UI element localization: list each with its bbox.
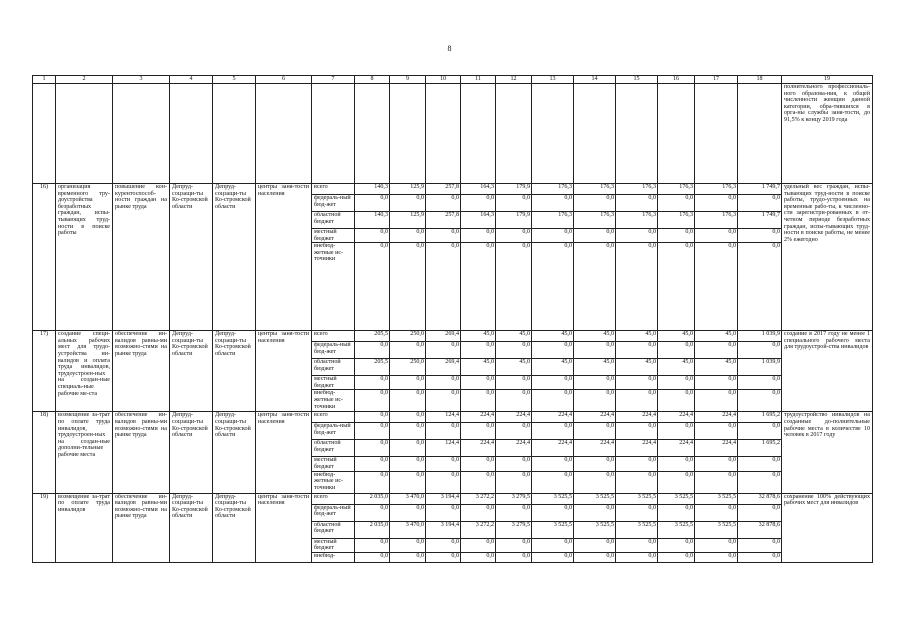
row-number: 16) <box>33 184 56 331</box>
funding-value: 0,0 <box>574 552 616 562</box>
funding-value: 1 695,2 <box>738 440 782 457</box>
funding-value: 0,0 <box>426 457 461 471</box>
funding-value: 140,3 <box>355 212 390 229</box>
activity-goal: обеспечение ин-валидов равны-ми возможно-стями на рынке труда <box>113 331 170 412</box>
funding-value: 0,0 <box>658 552 695 562</box>
funding-value: 0,0 <box>390 243 426 331</box>
funding-value: 0,0 <box>695 552 738 562</box>
funding-value: 0,0 <box>574 423 616 440</box>
funding-value: 0,0 <box>738 376 782 390</box>
funding-value: 0,0 <box>695 195 738 212</box>
funding-value: 0,0 <box>738 229 782 243</box>
funding-value: 0,0 <box>738 342 782 359</box>
responsible-executor: Депруд-соцзащи-ты Ко-стромской области <box>170 184 213 331</box>
funding-value: 32 878,6 <box>738 521 782 538</box>
funding-value: 224,4 <box>658 440 695 457</box>
funding-value: 0,0 <box>695 423 738 440</box>
participants: центры заня-тости населения <box>256 493 312 562</box>
funding-value: 0,0 <box>574 538 616 552</box>
funding-value: 0,0 <box>574 457 616 471</box>
funding-value: 0,0 <box>426 538 461 552</box>
funding-value: 0,0 <box>695 229 738 243</box>
column-number-5: 5 <box>213 76 256 84</box>
funding-value: 3 279,5 <box>496 521 532 538</box>
funding-source: областной бюджет <box>312 359 355 376</box>
activity-name: создание специ-альных рабочих мест для трудо-устройства ин-валидов и оплата труда инвалидов, трудоустроен-ных на создан-ные специаль-ные рабочие ме-ста <box>56 331 113 412</box>
funding-value: 0,0 <box>355 504 390 521</box>
funding-value: 2 035,0 <box>355 493 390 504</box>
funding-value: 176,3 <box>616 212 658 229</box>
funding-value: 125,9 <box>390 212 426 229</box>
funding-value: 3 470,0 <box>390 493 426 504</box>
funding-value: 176,3 <box>574 184 616 195</box>
funding-value: 0,0 <box>616 376 658 390</box>
funding-value: 0,0 <box>738 471 782 493</box>
funding-value: 0,0 <box>658 376 695 390</box>
funding-value: 0,0 <box>616 504 658 521</box>
funding-value: 0,0 <box>355 552 390 562</box>
funding-value: 0,0 <box>695 471 738 493</box>
funding-value: 0,0 <box>390 538 426 552</box>
funding-value: 0,0 <box>616 471 658 493</box>
funding-source: всего <box>312 412 355 423</box>
funding-value: 0,0 <box>695 376 738 390</box>
funding-value: 0,0 <box>616 342 658 359</box>
column-number-1: 1 <box>33 76 56 84</box>
funding-value: 0,0 <box>658 342 695 359</box>
target-indicator: создание в 2017 году не менее 1 специального рабочего места для трудоустрой-ства инвалидов <box>782 331 873 412</box>
funding-value: 45,0 <box>695 331 738 342</box>
funding-value: 205,5 <box>355 331 390 342</box>
funding-value: 0,0 <box>496 471 532 493</box>
funding-value: 3 525,5 <box>658 521 695 538</box>
funding-value: 0,0 <box>355 471 390 493</box>
funding-value: 0,0 <box>532 471 574 493</box>
funding-value: 0,0 <box>461 195 496 212</box>
funding-value: 0,0 <box>461 390 496 412</box>
funding-value: 0,0 <box>532 243 574 331</box>
funding-value: 0,0 <box>390 423 426 440</box>
responsible-executor: Депруд-соцзащи-ты Ко-стромской области <box>170 493 213 562</box>
funding-value: 1 749,7 <box>738 184 782 195</box>
funding-value: 250,0 <box>390 331 426 342</box>
funding-source: всего <box>312 493 355 504</box>
funding-value: 0,0 <box>616 195 658 212</box>
funding-value: 224,4 <box>532 440 574 457</box>
funding-value: 0,0 <box>738 195 782 212</box>
funding-value: 3 525,5 <box>695 521 738 538</box>
funding-value: 0,0 <box>496 243 532 331</box>
funding-value: 124,4 <box>426 440 461 457</box>
funding-value: 0,0 <box>496 195 532 212</box>
funding-value: 0,0 <box>461 243 496 331</box>
funding-value: 125,9 <box>390 184 426 195</box>
funding-value: 1 749,7 <box>738 212 782 229</box>
funding-source: местный бюджет <box>312 229 355 243</box>
responsible-executor: Депруд-соцзащи-ты Ко-стромской области <box>170 412 213 493</box>
funding-value: 0,0 <box>695 243 738 331</box>
funding-value: 0,0 <box>390 342 426 359</box>
funding-value: 3 525,5 <box>574 521 616 538</box>
funding-value: 0,0 <box>496 538 532 552</box>
funding-value: 0,0 <box>658 229 695 243</box>
funding-value: 0,0 <box>390 229 426 243</box>
funding-source: внебюд-жетные ис-точники <box>312 243 355 331</box>
funding-value: 45,0 <box>658 331 695 342</box>
target-indicator: трудоустройство инвалидов на созданные до-полнительные рабочие места в количестве 10 человек в 2017 году <box>782 412 873 493</box>
funding-value: 124,4 <box>426 412 461 423</box>
funding-value: 0,0 <box>426 423 461 440</box>
funding-value: 0,0 <box>532 195 574 212</box>
funding-value: 0,0 <box>574 376 616 390</box>
funding-source: внебюд-жетные ис-точники <box>312 471 355 493</box>
funding-value: 3 525,5 <box>658 493 695 504</box>
funding-value: 0,0 <box>738 538 782 552</box>
funding-source: местный бюджет <box>312 457 355 471</box>
funding-value: 0,0 <box>532 229 574 243</box>
funding-value: 0,0 <box>658 471 695 493</box>
funding-value: 0,0 <box>355 342 390 359</box>
funding-value: 32 878,6 <box>738 493 782 504</box>
funding-value: 0,0 <box>532 504 574 521</box>
funding-value: 224,4 <box>461 412 496 423</box>
funding-value: 3 525,5 <box>532 521 574 538</box>
funding-value: 176,3 <box>658 212 695 229</box>
funding-value: 0,0 <box>426 376 461 390</box>
page-number: 8 <box>447 44 452 53</box>
funding-value: 0,0 <box>616 538 658 552</box>
funding-value: 0,0 <box>532 423 574 440</box>
funding-value: 0,0 <box>355 538 390 552</box>
funding-value: 0,0 <box>461 423 496 440</box>
funding-value: 0,0 <box>658 504 695 521</box>
funding-value: 3 525,5 <box>574 493 616 504</box>
funding-source: всего <box>312 184 355 195</box>
column-number-7: 7 <box>312 76 355 84</box>
funding-value: 0,0 <box>461 342 496 359</box>
funding-value: 140,3 <box>355 184 390 195</box>
funding-value: 0,0 <box>496 376 532 390</box>
funding-value: 0,0 <box>738 423 782 440</box>
funding-source: всего <box>312 331 355 342</box>
funding-value: 164,3 <box>461 212 496 229</box>
funding-value: 0,0 <box>658 195 695 212</box>
column-number-14: 14 <box>574 76 616 84</box>
funding-value: 0,0 <box>695 390 738 412</box>
funding-value: 0,0 <box>390 471 426 493</box>
funding-value: 0,0 <box>616 552 658 562</box>
funding-value: 0,0 <box>426 243 461 331</box>
funding-value: 0,0 <box>461 471 496 493</box>
table-row <box>33 493 873 504</box>
funding-value: 0,0 <box>658 423 695 440</box>
funding-value: 0,0 <box>658 243 695 331</box>
funding-value: 176,3 <box>658 184 695 195</box>
funding-value: 1 039,9 <box>738 359 782 376</box>
funding-value: 176,3 <box>532 212 574 229</box>
funding-value: 0,0 <box>426 471 461 493</box>
funding-value: 0,0 <box>426 504 461 521</box>
funding-value: 45,0 <box>695 359 738 376</box>
funding-value: 0,0 <box>574 342 616 359</box>
funding-value: 0,0 <box>616 229 658 243</box>
funding-value: 0,0 <box>496 504 532 521</box>
column-number-4: 4 <box>170 76 213 84</box>
column-number-18: 18 <box>738 76 782 84</box>
funding-value: 0,0 <box>461 538 496 552</box>
funding-value: 0,0 <box>532 342 574 359</box>
funding-value: 257,8 <box>426 184 461 195</box>
co-executor: Депруд-соцзащи-ты Ко-стромской области <box>213 493 256 562</box>
column-number-9: 9 <box>390 76 426 84</box>
co-executor: Депруд-соцзащи-ты Ко-стромской области <box>213 331 256 412</box>
funding-value: 0,0 <box>496 423 532 440</box>
funding-value: 176,3 <box>695 212 738 229</box>
row-number: 18) <box>33 412 56 493</box>
funding-value: 45,0 <box>496 331 532 342</box>
funding-value: 45,0 <box>532 331 574 342</box>
funding-value: 0,0 <box>355 390 390 412</box>
funding-value: 0,0 <box>738 390 782 412</box>
funding-value: 0,0 <box>496 552 532 562</box>
funding-value: 0,0 <box>738 457 782 471</box>
funding-source: местный бюджет <box>312 376 355 390</box>
funding-value: 0,0 <box>461 552 496 562</box>
column-number-15: 15 <box>616 76 658 84</box>
funding-value: 0,0 <box>426 342 461 359</box>
funding-value: 224,4 <box>616 412 658 423</box>
funding-value: 45,0 <box>496 359 532 376</box>
funding-value: 0,0 <box>738 504 782 521</box>
participants: центры заня-тости населения <box>256 184 312 331</box>
funding-value: 0,0 <box>695 538 738 552</box>
participants: центры заня-тости населения <box>256 412 312 493</box>
funding-source: федераль-ный бюд-жет <box>312 423 355 440</box>
funding-value: 0,0 <box>426 390 461 412</box>
funding-value: 0,0 <box>658 390 695 412</box>
funding-value: 0,0 <box>461 376 496 390</box>
funding-value: 3 272,2 <box>461 493 496 504</box>
funding-value: 2 035,0 <box>355 521 390 538</box>
table-row <box>33 331 873 342</box>
column-number-16: 16 <box>658 76 695 84</box>
funding-value: 0,0 <box>390 440 426 457</box>
column-number-10: 10 <box>426 76 461 84</box>
funding-value: 0,0 <box>532 457 574 471</box>
funding-source: федераль-ный бюд-жет <box>312 504 355 521</box>
co-executor: Депруд-соцзащи-ты Ко-стромской области <box>213 412 256 493</box>
funding-value: 0,0 <box>461 229 496 243</box>
funding-value: 0,0 <box>574 195 616 212</box>
funding-value: 0,0 <box>574 504 616 521</box>
funding-value: 224,4 <box>695 440 738 457</box>
column-number-3: 3 <box>113 76 170 84</box>
activity-goal: повышение кон-курентоспособ-ности граждан на рынке труда <box>113 184 170 331</box>
funding-value: 45,0 <box>461 331 496 342</box>
funding-value: 0,0 <box>355 440 390 457</box>
column-number-12: 12 <box>496 76 532 84</box>
funding-value: 0,0 <box>496 229 532 243</box>
funding-value: 0,0 <box>695 457 738 471</box>
target-indicator: сохранение 100% действующих рабочих мест для инвалидов <box>782 493 873 562</box>
funding-value: 0,0 <box>496 390 532 412</box>
funding-value: 0,0 <box>426 552 461 562</box>
funding-value: 0,0 <box>355 412 390 423</box>
funding-value: 3 194,4 <box>426 521 461 538</box>
funding-value: 0,0 <box>532 552 574 562</box>
funding-source: областной бюджет <box>312 440 355 457</box>
funding-source: областной бюджет <box>312 212 355 229</box>
funding-value: 3 525,5 <box>695 493 738 504</box>
funding-value: 176,3 <box>616 184 658 195</box>
funding-value: 0,0 <box>496 342 532 359</box>
activity-goal: обеспечение ин-валидов равны-ми возможно-стями на рынке труда <box>113 493 170 562</box>
column-number-2: 2 <box>56 76 113 84</box>
funding-source: внебюд- <box>312 552 355 562</box>
row-number: 17) <box>33 331 56 412</box>
funding-value: 1 039,9 <box>738 331 782 342</box>
funding-value: 0,0 <box>355 376 390 390</box>
funding-value: 0,0 <box>390 412 426 423</box>
funding-value: 0,0 <box>616 423 658 440</box>
funding-source: областной бюджет <box>312 521 355 538</box>
funding-value: 3 525,5 <box>616 493 658 504</box>
column-number-row <box>33 76 873 84</box>
column-number-17: 17 <box>695 76 738 84</box>
funding-value: 0,0 <box>695 504 738 521</box>
table-row <box>33 412 873 423</box>
funding-value: 45,0 <box>461 359 496 376</box>
column-number-6: 6 <box>256 76 312 84</box>
funding-value: 0,0 <box>574 229 616 243</box>
funding-value: 0,0 <box>496 457 532 471</box>
funding-value: 0,0 <box>390 504 426 521</box>
funding-value: 0,0 <box>574 471 616 493</box>
column-number-8: 8 <box>355 76 390 84</box>
funding-value: 0,0 <box>426 195 461 212</box>
funding-value: 0,0 <box>390 457 426 471</box>
funding-value: 3 470,0 <box>390 521 426 538</box>
funding-value: 45,0 <box>574 331 616 342</box>
funding-value: 0,0 <box>390 376 426 390</box>
funding-value: 0,0 <box>355 229 390 243</box>
funding-value: 0,0 <box>658 538 695 552</box>
funding-value: 1 695,2 <box>738 412 782 423</box>
funding-value: 224,4 <box>532 412 574 423</box>
funding-value: 176,3 <box>695 184 738 195</box>
funding-value: 3 525,5 <box>616 521 658 538</box>
funding-value: 45,0 <box>532 359 574 376</box>
funding-source: федераль-ный бюд-жет <box>312 195 355 212</box>
funding-value: 0,0 <box>390 390 426 412</box>
funding-value: 224,4 <box>574 440 616 457</box>
funding-value: 0,0 <box>616 243 658 331</box>
funding-value: 0,0 <box>461 504 496 521</box>
funding-value: 176,3 <box>574 212 616 229</box>
funding-value: 205,5 <box>355 359 390 376</box>
funding-value: 0,0 <box>532 376 574 390</box>
funding-value: 0,0 <box>355 423 390 440</box>
funding-source: федераль-ный бюд-жет <box>312 342 355 359</box>
participants: центры заня-тости населения <box>256 331 312 412</box>
funding-value: 257,8 <box>426 212 461 229</box>
responsible-executor: Депруд-соцзащи-ты Ко-стромской области <box>170 331 213 412</box>
funding-value: 0,0 <box>426 229 461 243</box>
target-indicator: удельный вес граждан, испы-тывающих труд-ности в поиске работы, трудо-устроенных на временные рабо-ты, к численно-сти зарегистри-рованных в от-четном периоде безработных граждан, испы-тывающих труд-ности в поиске работы, не менее 2% ежегодно <box>782 184 873 331</box>
funding-value: 0,0 <box>695 342 738 359</box>
funding-value: 3 279,5 <box>496 493 532 504</box>
funding-value: 0,0 <box>616 390 658 412</box>
column-number-19: 19 <box>782 76 873 84</box>
funding-value: 3 194,4 <box>426 493 461 504</box>
funding-value: 224,4 <box>658 412 695 423</box>
funding-value: 224,4 <box>461 440 496 457</box>
funding-value: 164,3 <box>461 184 496 195</box>
funding-source: местный бюджет <box>312 538 355 552</box>
funding-value: 45,0 <box>574 359 616 376</box>
funding-value: 0,0 <box>574 243 616 331</box>
funding-value: 0,0 <box>738 552 782 562</box>
funding-value: 269,4 <box>426 359 461 376</box>
funding-value: 0,0 <box>355 243 390 331</box>
table-row <box>33 184 873 195</box>
column-number-13: 13 <box>532 76 574 84</box>
funding-value: 224,4 <box>496 412 532 423</box>
funding-value: 3 525,5 <box>532 493 574 504</box>
funding-value: 0,0 <box>658 457 695 471</box>
funding-value: 176,3 <box>532 184 574 195</box>
funding-value: 3 272,2 <box>461 521 496 538</box>
funding-value: 0,0 <box>616 457 658 471</box>
funding-value: 45,0 <box>658 359 695 376</box>
funding-value: 179,9 <box>496 184 532 195</box>
funding-value: 0,0 <box>738 243 782 331</box>
carry-over-row <box>33 84 873 184</box>
column-number-11: 11 <box>461 76 496 84</box>
funding-value: 45,0 <box>616 359 658 376</box>
co-executor: Депруд-соцзащи-ты Ко-стромской области <box>213 184 256 331</box>
funding-value: 0,0 <box>390 195 426 212</box>
funding-value: 0,0 <box>461 457 496 471</box>
funding-value: 224,4 <box>616 440 658 457</box>
row-number: 19) <box>33 493 56 562</box>
funding-value: 0,0 <box>355 457 390 471</box>
funding-value: 0,0 <box>574 390 616 412</box>
funding-value: 224,4 <box>496 440 532 457</box>
funding-value: 45,0 <box>616 331 658 342</box>
funding-value: 224,4 <box>574 412 616 423</box>
activity-name: возмещение за-трат по оплате труда инвалидов, трудоустроен-ных на создан-ные дополни-тельные рабочие места <box>56 412 113 493</box>
funding-value: 224,4 <box>695 412 738 423</box>
carry-over-indicator: полнительного профессиональ-ного образова-ния, к общей численности женщин данной категории, обра-тившихся в орга-ны службы заня-тости, до 91,5% к концу 2019 года <box>782 84 873 184</box>
activity-name: возмещение за-трат по оплате труда инвалидов <box>56 493 113 562</box>
funding-value: 0,0 <box>532 538 574 552</box>
funding-source: внебюд-жетные ис-точники <box>312 390 355 412</box>
activity-goal: обеспечение ин-валидов равны-ми возможно-стями на рынке труда <box>113 412 170 493</box>
funding-value: 179,9 <box>496 212 532 229</box>
funding-value: 0,0 <box>355 195 390 212</box>
funding-value: 269,4 <box>426 331 461 342</box>
program-activities-table <box>32 75 873 563</box>
funding-value: 0,0 <box>390 552 426 562</box>
funding-value: 250,0 <box>390 359 426 376</box>
funding-value: 0,0 <box>532 390 574 412</box>
activity-name: организация временного тру-доустройства безработных граждан, испы-тывающих труд-ности в поиске работы <box>56 184 113 331</box>
